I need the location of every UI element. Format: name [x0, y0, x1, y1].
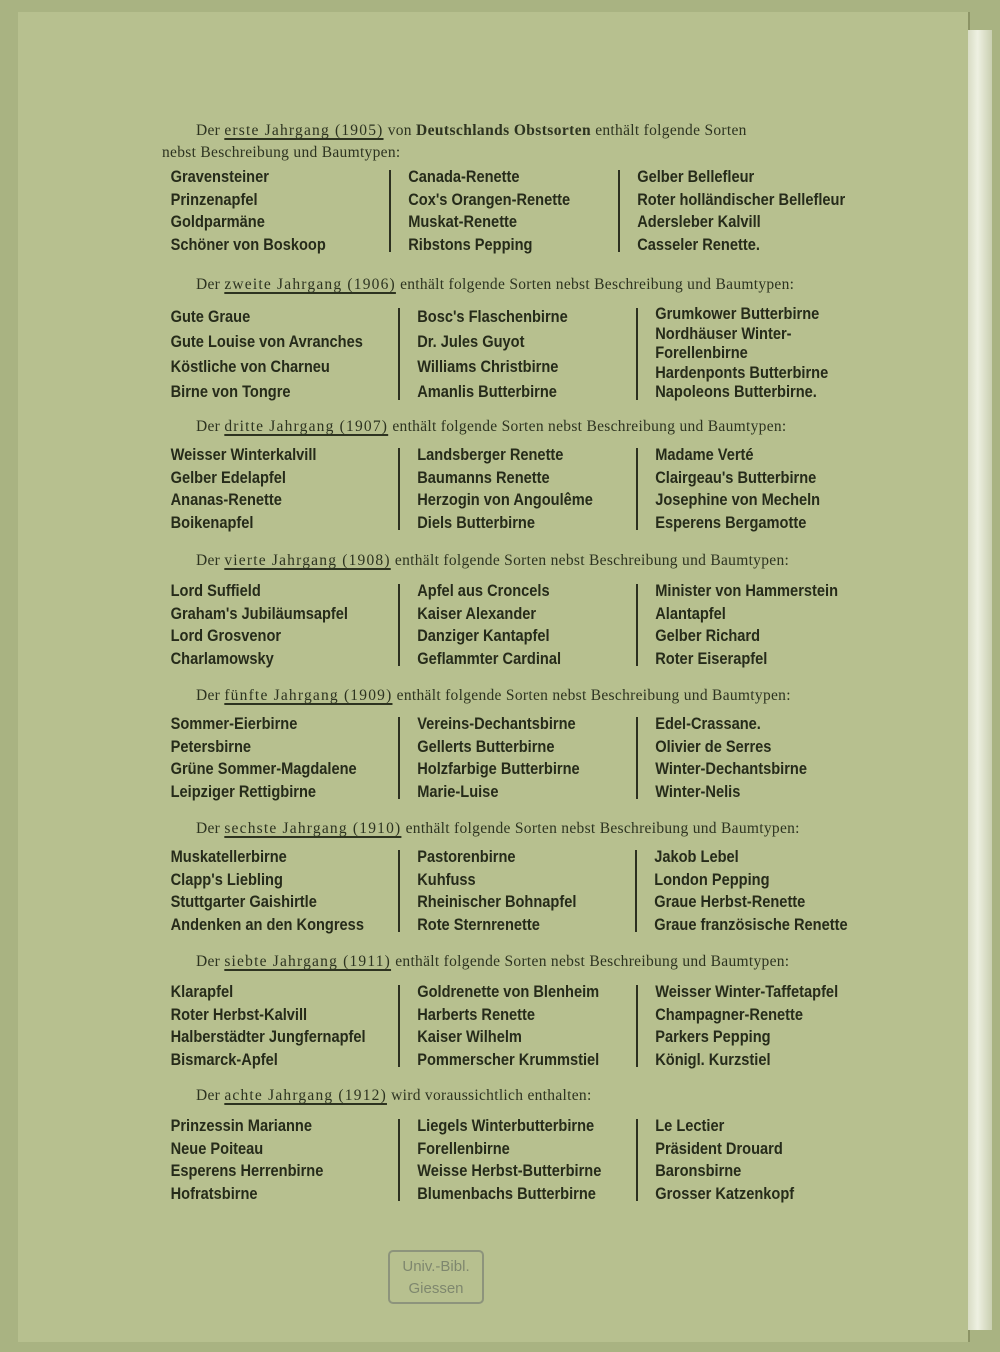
- page-edge: [968, 30, 992, 1330]
- variety-item: Kaiser Wilhelm: [417, 1027, 522, 1046]
- variety-item: Parkers Pepping: [655, 1027, 771, 1046]
- variety-item: Napoleons Butterbirne.: [655, 382, 817, 401]
- variety-item: Petersbirne: [170, 736, 252, 756]
- variety-item: Roter Eiserapfel: [655, 648, 768, 668]
- section-1909: [162, 685, 882, 803]
- variety-item: Marie-Luise: [417, 781, 499, 801]
- variety-item: Champagner-Renette: [655, 1004, 804, 1024]
- section-1906: [162, 274, 882, 404]
- variety-item: Graue französische Renette: [654, 914, 848, 934]
- variety-item: Leipziger Rettigbirne: [170, 781, 317, 801]
- variety-item: Birne von Tongre: [170, 382, 291, 401]
- variety-column-3: [638, 444, 820, 534]
- variety-item: Cox's Orangen-Renette: [408, 189, 570, 209]
- variety-item: Gravensteiner: [170, 167, 269, 186]
- section-intro: Der vierte Jahrgang (1908) enthält folgende Sorten nebst Beschreibung und Baumtypen:: [196, 552, 790, 569]
- variety-item: Königl. Kurzstiel: [655, 1049, 771, 1069]
- variety-item: Liegels Winterbutterbirne: [417, 1116, 595, 1135]
- section-1908: [162, 550, 882, 670]
- variety-item: Baumanns Renette: [417, 467, 550, 487]
- variety-item: Weisse Herbst-Butterbirne: [417, 1161, 602, 1180]
- variety-item: Nordhäuser Winter-Forellenbirne: [655, 323, 792, 362]
- variety-column-3: [638, 1115, 794, 1205]
- variety-item: Schöner von Boskoop: [170, 234, 326, 254]
- variety-item: Goldparmäne: [170, 212, 265, 231]
- edition-label: erste Jahrgang (1905): [224, 122, 384, 139]
- variety-item: Olivier de Serres: [655, 736, 772, 756]
- variety-column-1: [162, 580, 365, 670]
- variety-item: Bismarck-Apfel: [170, 1049, 278, 1069]
- variety-item: Weisser Winter-Taffetapfel: [655, 982, 839, 1001]
- variety-item: Halberstädter Jungfernapfel: [170, 1027, 366, 1046]
- variety-column-3: [638, 713, 807, 803]
- variety-item: Goldrenette von Blenheim: [417, 982, 600, 1001]
- variety-item: Forellenbirne: [417, 1138, 510, 1158]
- section-intro: Der erste Jahrgang (1905) von Deutschlands Obstsorten enthält folgende Sorten: [196, 122, 747, 139]
- edition-label: siebte Jahrgang (1911): [224, 953, 392, 970]
- variety-item: Esperens Herrenbirne: [170, 1161, 324, 1180]
- variety-item: Gelber Bellefleur: [637, 167, 755, 186]
- variety-item: Landsberger Renette: [417, 445, 564, 464]
- variety-item: Casseler Renette.: [637, 234, 761, 254]
- variety-column-2: [400, 304, 603, 404]
- edition-label: fünfte Jahrgang (1909): [224, 687, 393, 704]
- variety-item: Rheinischer Bohnapfel: [416, 892, 576, 911]
- variety-item: Graue Herbst-Renette: [654, 892, 806, 911]
- section-intro: Der achte Jahrgang (1912) wird voraussichtlich enthalten:: [196, 1087, 592, 1104]
- variety-column-1: [162, 981, 365, 1071]
- variety-item: Clairgeau's Butterbirne: [655, 467, 817, 487]
- variety-item: Neue Poiteau: [170, 1138, 264, 1158]
- variety-item: Stuttgarter Gaishirtle: [170, 892, 317, 911]
- edition-label: dritte Jahrgang (1907): [224, 418, 389, 435]
- section-intro: Der zweite Jahrgang (1906) enthält folgende Sorten nebst Beschreibung und Baumtypen:: [196, 276, 795, 293]
- variety-item: Muskat-Renette: [408, 212, 517, 231]
- variety-item: Kaiser Alexander: [417, 603, 537, 623]
- variety-column-2: [400, 444, 603, 534]
- variety-item: Prinzessin Marianne: [170, 1116, 312, 1135]
- variety-item: Präsident Drouard: [655, 1138, 783, 1158]
- variety-item: Kuhfuss: [416, 869, 476, 889]
- variety-item: Amanlis Butterbirne: [417, 382, 557, 401]
- variety-item: Ananas-Renette: [170, 490, 282, 509]
- variety-item: Prinzenapfel: [170, 189, 258, 209]
- variety-item: Williams Christbirne: [417, 357, 559, 376]
- variety-item: Edel-Crassane.: [655, 714, 761, 733]
- variety-item: Rote Sternrenette: [416, 914, 540, 934]
- variety-item: Adersleber Kalvill: [637, 212, 761, 231]
- variety-item: Le Lectier: [655, 1116, 725, 1135]
- variety-item: Graham's Jubiläumsapfel: [170, 603, 348, 623]
- variety-column-3: [637, 846, 848, 936]
- variety-item: Herzogin von Angoulême: [417, 490, 593, 509]
- variety-item: Alantapfel: [655, 603, 726, 623]
- section-intro-line2: nebst Beschreibung und Baumtypen:: [162, 144, 401, 161]
- variety-item: Baronsbirne: [655, 1161, 742, 1180]
- variety-column-2: [400, 713, 603, 803]
- variety-item: Lord Suffield: [170, 581, 261, 600]
- variety-item: Esperens Bergamotte: [655, 512, 807, 532]
- variety-column-1: [162, 444, 365, 534]
- variety-column-3: [638, 304, 844, 404]
- variety-item: Muskatellerbirne: [170, 847, 287, 866]
- variety-item: Diels Butterbirne: [417, 512, 536, 532]
- variety-item: Geflammter Cardinal: [417, 648, 562, 668]
- variety-item: Minister von Hammerstein: [655, 581, 839, 600]
- variety-item: Josephine von Mecheln: [655, 490, 821, 509]
- variety-column-3: [620, 166, 845, 256]
- variety-column-1: [162, 713, 365, 803]
- variety-item: Andenken an den Kongress: [170, 914, 364, 934]
- variety-item: Gelber Richard: [655, 626, 761, 645]
- section-1905: [162, 120, 882, 256]
- variety-item: Hardenponts Butterbirne: [655, 362, 829, 382]
- variety-item: Winter-Dechantsbirne: [655, 759, 807, 778]
- variety-item: Ribstons Pepping: [408, 234, 533, 254]
- variety-item: Pommerscher Krummstiel: [417, 1049, 600, 1069]
- variety-item: Grumkower Butterbirne: [655, 304, 820, 323]
- variety-column-1: [162, 166, 357, 256]
- variety-item: Charlamowsky: [170, 648, 274, 668]
- variety-column-2: [391, 166, 586, 256]
- section-intro: Der dritte Jahrgang (1907) enthält folgende Sorten nebst Beschreibung und Baumtypen:: [196, 418, 787, 435]
- variety-item: Clapp's Liebling: [170, 869, 283, 889]
- variety-column-2: [400, 580, 603, 670]
- variety-item: Dr. Jules Guyot: [417, 332, 525, 351]
- variety-item: Hofratsbirne: [170, 1183, 258, 1203]
- variety-item: Grüne Sommer-Magdalene: [170, 759, 357, 778]
- variety-item: Lord Grosvenor: [170, 626, 282, 645]
- variety-item: Gellerts Butterbirne: [417, 736, 555, 756]
- variety-column-3: [638, 981, 838, 1071]
- variety-item: Harberts Renette: [417, 1004, 536, 1024]
- section-intro: Der siebte Jahrgang (1911) enthält folgende Sorten nebst Beschreibung und Baumtypen:: [196, 953, 790, 970]
- variety-item: Winter-Nelis: [655, 781, 741, 801]
- variety-column-1: [162, 304, 365, 404]
- variety-column-3: [638, 580, 838, 670]
- edition-label: vierte Jahrgang (1908): [224, 552, 391, 569]
- section-1907: [162, 416, 882, 534]
- variety-item: Klarapfel: [170, 982, 234, 1001]
- variety-item: Madame Verté: [655, 445, 754, 464]
- publication-title: Deutschlands Obstsorten: [416, 122, 592, 139]
- variety-column-2: [400, 981, 603, 1071]
- variety-item: Sommer-Eierbirne: [170, 714, 298, 733]
- edition-label: sechste Jahrgang (1910): [224, 820, 402, 837]
- section-intro: Der fünfte Jahrgang (1909) enthält folgende Sorten nebst Beschreibung und Baumtypen:: [196, 687, 791, 704]
- edition-label: zweite Jahrgang (1906): [224, 276, 396, 293]
- variety-item: Gelber Edelapfel: [170, 467, 286, 487]
- variety-item: London Pepping: [654, 869, 770, 889]
- variety-item: Köstliche von Charneu: [170, 357, 330, 376]
- variety-item: Boikenapfel: [170, 512, 254, 532]
- variety-item: Vereins-Dechantsbirne: [417, 714, 576, 733]
- variety-item: Danziger Kantapfel: [417, 626, 550, 645]
- library-stamp: [388, 1250, 484, 1304]
- edition-label: achte Jahrgang (1912): [224, 1087, 387, 1104]
- section-1911: [162, 951, 882, 1071]
- variety-item: Bosc's Flaschenbirne: [417, 307, 568, 326]
- variety-item: Jakob Lebel: [654, 847, 739, 866]
- variety-item: Apfel aus Croncels: [417, 581, 550, 600]
- variety-item: Pastorenbirne: [416, 847, 516, 866]
- section-1912: [162, 1085, 882, 1205]
- variety-item: Gute Graue: [170, 307, 251, 326]
- section-1910: [162, 818, 882, 936]
- variety-item: Grosser Katzenkopf: [655, 1183, 795, 1203]
- stamp-line-1: Univ.-Bibl.: [402, 1258, 470, 1275]
- variety-column-1: [162, 1115, 365, 1205]
- variety-column-1: [162, 846, 365, 936]
- variety-column-2: [400, 1115, 603, 1205]
- section-intro: Der sechste Jahrgang (1910) enthält folgende Sorten nebst Beschreibung und Baumtypen:: [196, 820, 800, 837]
- variety-item: Roter holländischer Bellefleur: [637, 189, 846, 209]
- variety-item: Gute Louise von Avranches: [170, 332, 363, 351]
- stamp-line-2: Giessen: [408, 1280, 464, 1297]
- variety-item: Blumenbachs Butterbirne: [417, 1183, 596, 1203]
- variety-item: Roter Herbst-Kalvill: [170, 1004, 308, 1024]
- variety-column-2: [400, 846, 603, 936]
- variety-item: Holzfarbige Butterbirne: [417, 759, 580, 778]
- variety-item: Canada-Renette: [408, 167, 520, 186]
- variety-item: Weisser Winterkalvill: [170, 445, 317, 464]
